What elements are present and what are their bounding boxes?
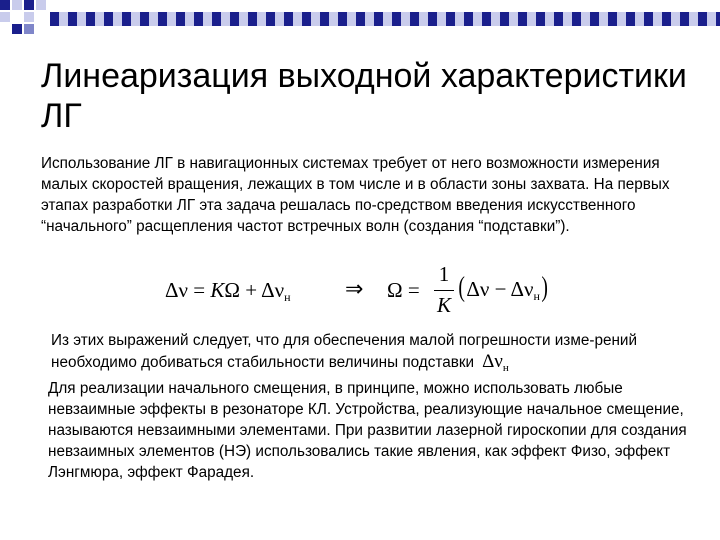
bar-segment	[410, 12, 419, 26]
decor-square	[36, 0, 46, 10]
bar-segment	[590, 12, 599, 26]
fraction-numerator: 1	[438, 262, 450, 286]
formula-omega: Ω	[387, 278, 403, 302]
bar-segment	[293, 12, 302, 26]
bar-segment	[203, 12, 212, 26]
paragraph-conclusion-text: Из этих выражений следует, что для обеспечения малой погрешности изме-рений необходимо добиваться стабильности величины подставки	[51, 332, 637, 371]
formula-delta-nu: Δν	[482, 351, 503, 372]
bar-segment	[239, 12, 248, 26]
bar-segment	[509, 12, 518, 26]
bar-segment	[176, 12, 185, 26]
bar-segment	[104, 12, 113, 26]
gradient-bar	[50, 12, 720, 26]
bar-segment	[365, 12, 374, 26]
bar-segment	[554, 12, 563, 26]
bar-segment	[383, 12, 392, 26]
formula-delta-nu: Δν	[466, 277, 490, 301]
bar-segment	[311, 12, 320, 26]
bar-segment	[221, 12, 230, 26]
bar-segment	[356, 12, 365, 26]
bar-segment	[149, 12, 158, 26]
bar-segment	[698, 12, 707, 26]
formula	[165, 262, 605, 320]
bar-segment	[320, 12, 329, 26]
bar-segment	[428, 12, 437, 26]
slide-title: Линеаризация выходной характеристики ЛГ	[41, 57, 687, 135]
bar-segment	[95, 12, 104, 26]
formula-plus: +	[245, 278, 258, 302]
bar-segment	[680, 12, 689, 26]
formula-rparen: )	[541, 272, 548, 303]
bar-segment	[626, 12, 635, 26]
formula-sub-n: н	[284, 290, 291, 304]
bar-segment	[59, 12, 68, 26]
inline-formula	[482, 351, 509, 372]
bar-segment	[572, 12, 581, 26]
bar-segment	[374, 12, 383, 26]
bar-segment	[230, 12, 239, 26]
bar-segment	[419, 12, 428, 26]
decor-square	[24, 12, 34, 22]
header-decoration	[0, 0, 720, 40]
bar-segment	[716, 12, 720, 26]
bar-segment	[329, 12, 338, 26]
formula-sub-n: н	[533, 289, 540, 303]
formula-minus: −	[494, 277, 507, 301]
bar-segment	[167, 12, 176, 26]
bar-segment	[644, 12, 653, 26]
bar-segment	[608, 12, 617, 26]
formula-implies: ⇒	[345, 276, 364, 301]
bar-segment	[482, 12, 491, 26]
decor-square	[12, 24, 22, 34]
bar-segment	[212, 12, 221, 26]
bar-segment	[491, 12, 500, 26]
bar-segment	[140, 12, 149, 26]
bar-segment	[284, 12, 293, 26]
bar-segment	[257, 12, 266, 26]
bar-segment	[536, 12, 545, 26]
bar-segment	[113, 12, 122, 26]
paragraph-nonreciprocal: Для реализации начального смещения, в принципе, можно использовать любые невзаимные эффекты в резонаторе КЛ. Устройства, реализующие начальное смещение, называются невзаимными элементами. При развитии лазерной гироскопии для создания невзаимных элементов (НЭ) использовались такие явления, как эффект Физо, эффект Лэнгмюра, эффект Фарадея.	[48, 380, 687, 481]
formula-paren-group	[457, 272, 549, 304]
formula-delta-nu: Δν	[261, 278, 285, 302]
decor-square	[12, 0, 22, 10]
bar-segment	[437, 12, 446, 26]
bar-segment	[194, 12, 203, 26]
formula-equals: =	[193, 278, 206, 302]
fraction-bar	[434, 290, 454, 291]
formula-omega: Ω	[224, 278, 240, 302]
bar-segment	[671, 12, 680, 26]
bar-segment	[581, 12, 590, 26]
bar-segment	[635, 12, 644, 26]
bar-segment	[122, 12, 131, 26]
formula-omega-lhs	[387, 278, 420, 303]
bar-segment	[347, 12, 356, 26]
paragraph-conclusion	[51, 330, 691, 379]
fraction-denominator: K	[436, 293, 451, 317]
formula-equals: =	[407, 278, 420, 302]
bar-segment	[500, 12, 509, 26]
bar-segment	[338, 12, 347, 26]
bar-segment	[401, 12, 410, 26]
formula-delta-nu: Δν	[510, 277, 534, 301]
decor-square	[0, 12, 10, 22]
formula-fraction	[433, 262, 455, 320]
bar-segment	[662, 12, 671, 26]
formula-K: K	[210, 278, 225, 302]
bar-segment	[248, 12, 257, 26]
decor-square	[24, 0, 34, 10]
bar-segment	[158, 12, 167, 26]
bar-segment	[689, 12, 698, 26]
formula-lhs	[165, 278, 291, 305]
bar-segment	[266, 12, 275, 26]
bar-segment	[185, 12, 194, 26]
decor-square	[24, 24, 34, 34]
decor-square	[0, 0, 10, 10]
bar-segment	[446, 12, 455, 26]
bar-segment	[302, 12, 311, 26]
bar-segment	[50, 12, 59, 26]
bar-segment	[518, 12, 527, 26]
bar-segment	[275, 12, 284, 26]
bar-segment	[563, 12, 572, 26]
bar-segment	[392, 12, 401, 26]
bar-segment	[653, 12, 662, 26]
formula-sub-n: н	[502, 362, 509, 374]
corner-squares	[0, 0, 48, 40]
bar-segment	[455, 12, 464, 26]
bar-segment	[599, 12, 608, 26]
bar-segment	[86, 12, 95, 26]
paragraph-intro: Использование ЛГ в навигационных системах требует от него возможности измерения малых скоростей вращения, лежащих в том числе и в области зоны захвата. На первых этапах разработки ЛГ эта задача решалась по-средством введения искусственного “начального” расщепления частот встречных волн (создания “подставки”).	[41, 155, 670, 235]
bar-segment	[545, 12, 554, 26]
bar-segment	[464, 12, 473, 26]
formula-lparen: (	[458, 272, 465, 303]
bar-segment	[131, 12, 140, 26]
bar-segment	[77, 12, 86, 26]
formula-delta-nu: Δν	[165, 278, 188, 302]
bar-segment	[68, 12, 77, 26]
bar-segment	[617, 12, 626, 26]
bar-segment	[473, 12, 482, 26]
bar-segment	[527, 12, 536, 26]
bar-segment	[707, 12, 716, 26]
